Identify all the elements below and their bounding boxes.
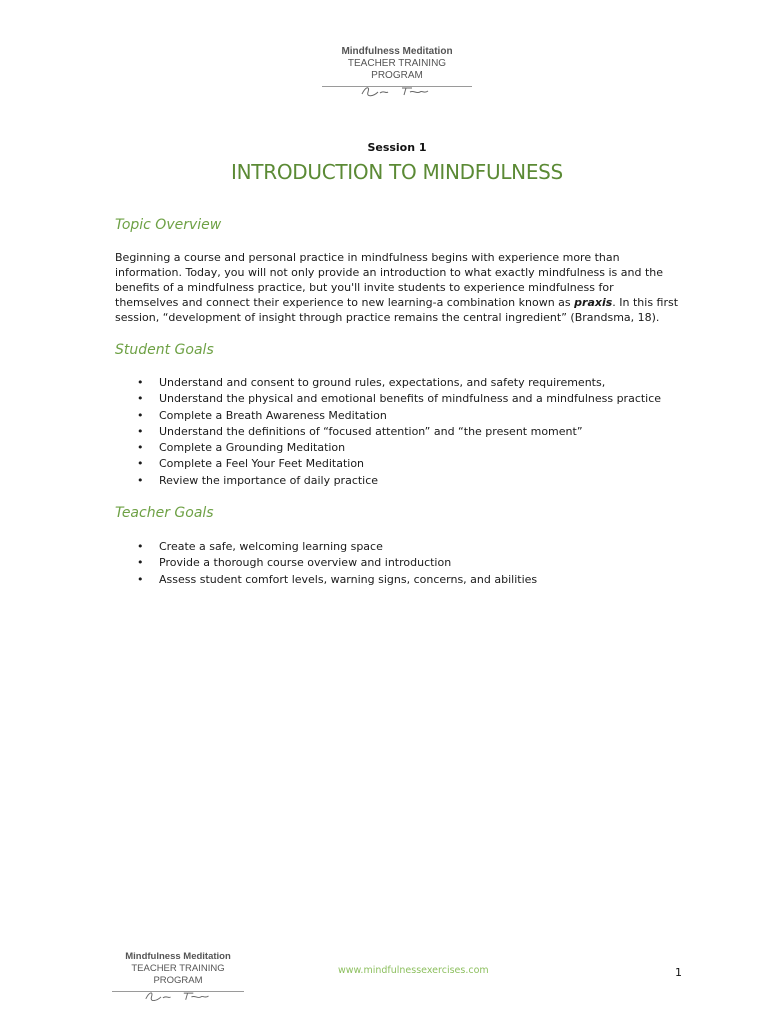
footer-website-link[interactable]: www.mindfulnessexercises.com xyxy=(338,965,489,976)
list-item xyxy=(115,375,661,391)
teacher-goals-list xyxy=(115,539,537,588)
bullet-icon: • xyxy=(137,408,144,422)
bullet-icon: • xyxy=(137,540,144,553)
logo-title: Mindfulness Meditation xyxy=(341,46,453,57)
topic-overview-heading: Topic Overview xyxy=(115,217,222,233)
footer-logo-signature xyxy=(112,989,244,1003)
student-goal-text: Complete a Breath Awareness Meditation xyxy=(159,408,387,422)
teacher-goal-text: Create a safe, welcoming learning space xyxy=(159,540,383,553)
signature-icon xyxy=(142,989,218,1003)
overview-text-end: . In this first session, “development of insight through practice remains the central ingredient” (Brandsma, 18). xyxy=(115,296,679,324)
list-item xyxy=(115,473,661,489)
session-label: Session 1 xyxy=(367,141,427,154)
student-goals-list xyxy=(115,375,661,489)
bullet-icon: • xyxy=(137,441,144,455)
student-goal-text: Understand and consent to ground rules, expectations, and safety requirements, xyxy=(159,376,606,389)
footer-logo-subtitle: TEACHER TRAINING PROGRAM xyxy=(131,963,225,986)
overview-text-start: Beginning a course and personal practice in mindfulness begins with experience more than information. Today, you will not only provide an introduction to what exactly mindfulness is and the benefits of a mindfulness practice, but you'll invite students to experience mindfulness for themselves and connect their experience to new learning‐a combination known as xyxy=(115,251,664,309)
teacher-goal-text: Provide a thorough course overview and introduction xyxy=(159,556,452,570)
praxis-emphasis: praxis xyxy=(574,296,613,309)
list-item xyxy=(115,456,661,472)
teacher-goal-text: Assess student comfort levels, warning signs, concerns, and abilities xyxy=(159,572,538,586)
logo-subtitle: TEACHER TRAINING PROGRAM xyxy=(347,58,447,81)
list-item xyxy=(115,424,661,440)
bullet-icon: • xyxy=(137,392,144,406)
list-item xyxy=(115,391,661,407)
logo-signature xyxy=(322,84,472,98)
list-item xyxy=(115,408,661,424)
bullet-icon: • xyxy=(137,424,144,438)
list-item xyxy=(115,539,537,555)
student-goal-text: Understand the definitions of “focused attention” and “the present moment” xyxy=(159,424,583,438)
signature-icon xyxy=(358,84,438,98)
list-item xyxy=(115,572,537,588)
teacher-goals-heading: Teacher Goals xyxy=(115,505,214,521)
bullet-icon: • xyxy=(137,457,144,471)
student-goal-text: Complete a Grounding Meditation xyxy=(159,441,346,455)
list-item xyxy=(115,555,537,571)
student-goal-text: Review the importance of daily practice xyxy=(159,473,379,487)
list-item xyxy=(115,440,661,456)
bullet-icon: • xyxy=(137,572,144,586)
page-number: 1 xyxy=(675,966,682,979)
student-goals-heading: Student Goals xyxy=(115,342,214,358)
topic-overview-text xyxy=(115,250,680,325)
page-title: INTRODUCTION TO MINDFULNESS xyxy=(231,160,563,184)
bullet-icon: • xyxy=(137,556,144,570)
student-goal-text: Understand the physical and emotional benefits of mindfulness and a mindfulness practice xyxy=(159,392,662,406)
header-logo xyxy=(322,46,472,98)
bullet-icon: • xyxy=(137,473,144,487)
student-goal-text: Complete a Feel Your Feet Meditation xyxy=(159,457,365,471)
footer-logo xyxy=(112,951,244,1003)
bullet-icon: • xyxy=(137,376,144,389)
footer-logo-title: Mindfulness Meditation xyxy=(125,951,231,962)
